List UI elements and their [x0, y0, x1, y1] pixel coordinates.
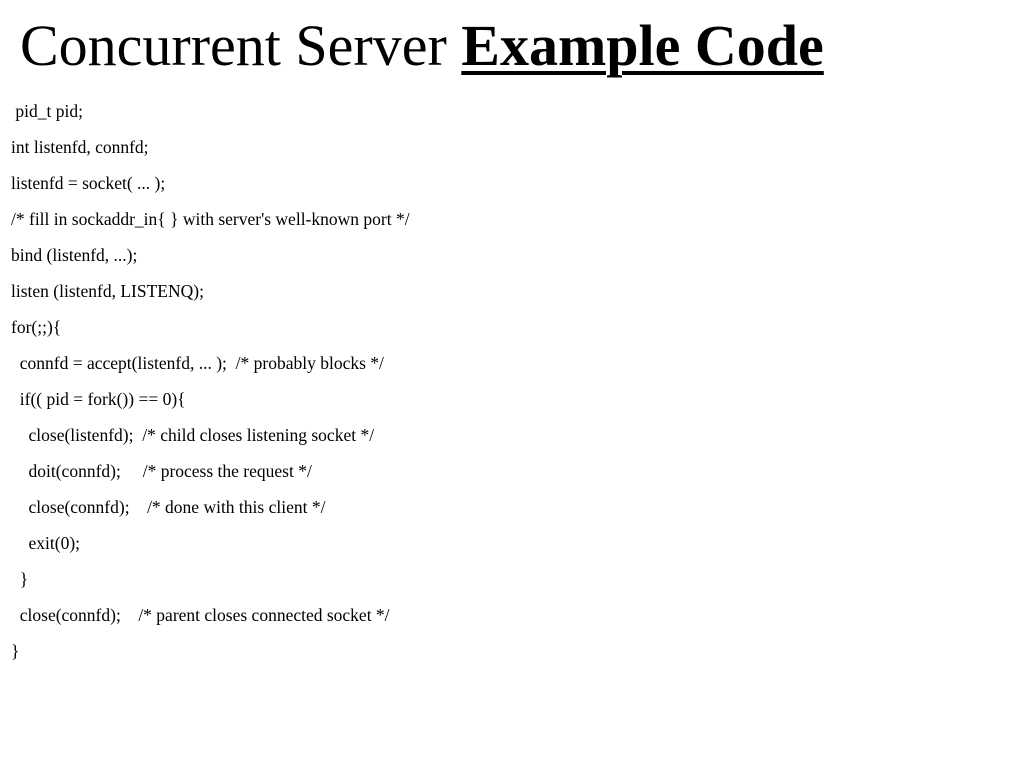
code-line: pid_t pid;	[11, 101, 83, 121]
slide-title	[20, 8, 824, 84]
code-line: bind (listenfd, ...);	[11, 245, 138, 265]
code-line: }	[11, 641, 20, 661]
code-line: close(connfd); /* done with this client */	[11, 497, 326, 517]
code-line: for(;;){	[11, 317, 62, 337]
title-plain-text: Concurrent Server	[20, 13, 462, 78]
code-line: close(connfd); /* parent closes connected socket */	[11, 605, 390, 625]
code-line: connfd = accept(listenfd, ... ); /* probably blocks */	[11, 353, 384, 373]
code-line: int listenfd, connfd;	[11, 137, 149, 157]
code-line: }	[11, 569, 29, 589]
code-line: if(( pid = fork()) == 0){	[11, 389, 186, 409]
code-line: close(listenfd); /* child closes listening socket */	[11, 425, 375, 445]
code-listing	[11, 100, 410, 676]
code-line: /* fill in sockaddr_in{ } with server's well-known port */	[11, 209, 410, 229]
code-line: exit(0);	[11, 533, 81, 553]
title-emphasis-text: Example Code	[461, 13, 824, 78]
code-line: listenfd = socket( ... );	[11, 173, 166, 193]
code-line: listen (listenfd, LISTENQ);	[11, 281, 204, 301]
code-line: doit(connfd); /* process the request */	[11, 461, 312, 481]
